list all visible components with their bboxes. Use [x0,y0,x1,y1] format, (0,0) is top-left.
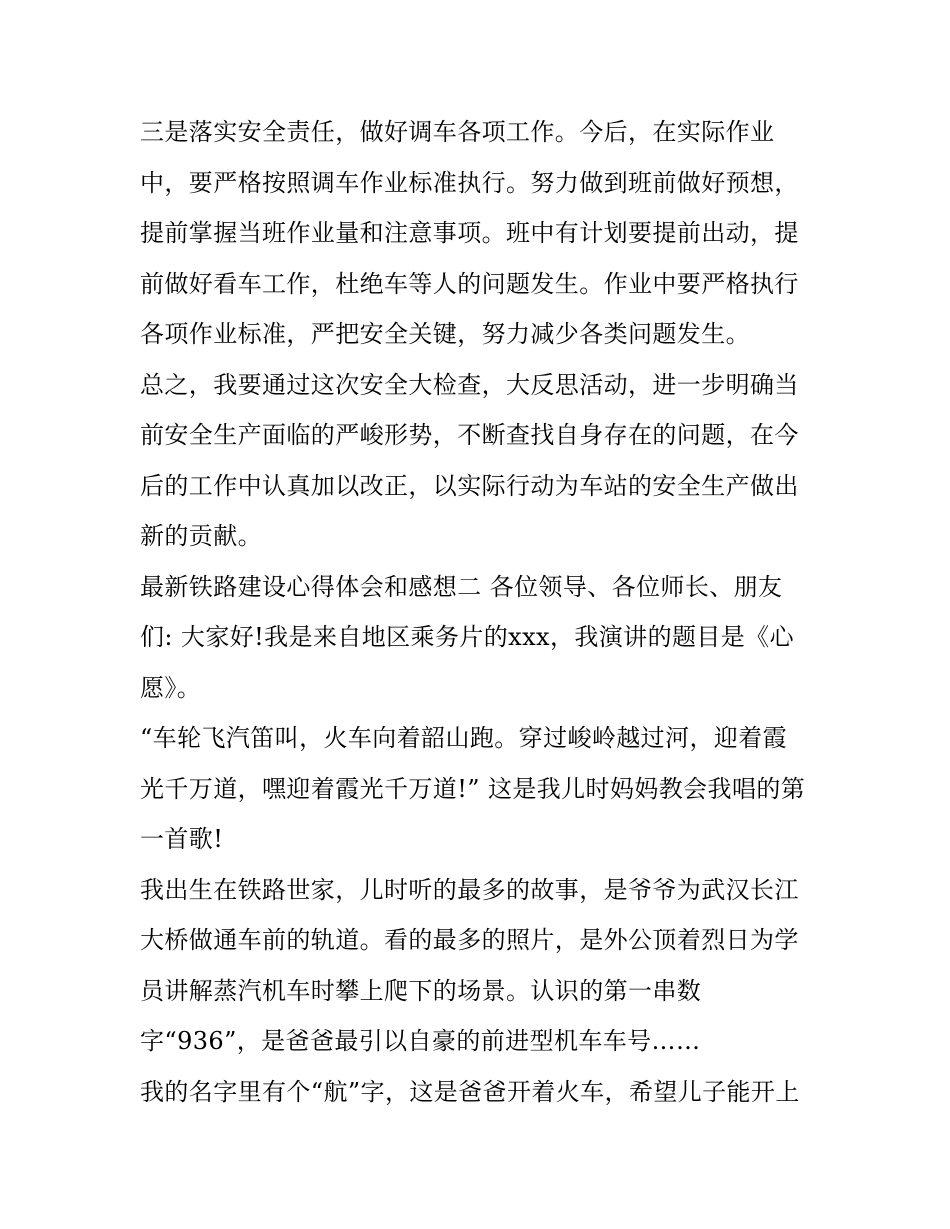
text-line: “车轮飞汽笛叫，火车向着韶山跑。穿过峻岭越过河，迎着霞 [140,724,788,752]
text-line: 们: 大家好!我是来自地区乘务片的xxx，我演讲的题目是《心 [140,623,794,651]
section-heading-line: 最新铁路建设心得体会和感想二 各位领导、各位师长、朋友 [140,572,783,601]
text-line: 提前掌握当班作业量和注意事项。班中有计划要提前出动，提 [140,219,799,247]
text-line: 员讲解蒸汽机车时攀上爬下的场景。认识的第一串数 [140,976,702,1005]
text-line: 一首歌! [140,825,224,853]
text-line: 前做好看车工作，杜绝车等人的问题发生。作业中要严格执行 [140,269,799,298]
text-line: 各项作业标准，严把安全关键，努力减少各类问题发生。 [140,320,750,348]
text-line: 三是落实安全责任，做好调车各项工作。今后，在实际作业 [140,118,775,146]
text-line: 我出生在铁路世家，儿时听的最多的故事，是爷爷为武汉长江 [140,875,799,904]
text-line: 前安全生产面临的严峻形势，不断查找自身存在的问题，在今 [140,421,799,449]
text-line: 新的贡献。 [140,522,262,550]
text-line: 字“936”，是爸爸最引以自豪的前进型机车车号…… [140,1027,701,1055]
text-line: 总之，我要通过这次安全大检查，大反思活动，进一步明确当 [140,370,799,399]
text-line: 后的工作中认真加以改正，以实际行动为车站的安全生产做出 [140,471,799,500]
text-line: 大桥做通车前的轨道。看的最多的照片，是外公顶着烈日为学 [140,926,799,954]
text-line: 我的名字里有个“航”字，这是爸爸开着火车，希望儿子能开上 [140,1077,800,1106]
text-line: 愿》。 [140,673,202,702]
text-line: 中，要严格按照调车作业标准执行。努力做到班前做好预想， [140,168,799,197]
text-line: 光千万道，嘿迎着霞光千万道!” 这是我儿时妈妈教会我唱的第 [140,774,806,803]
document-body [140,107,830,1117]
